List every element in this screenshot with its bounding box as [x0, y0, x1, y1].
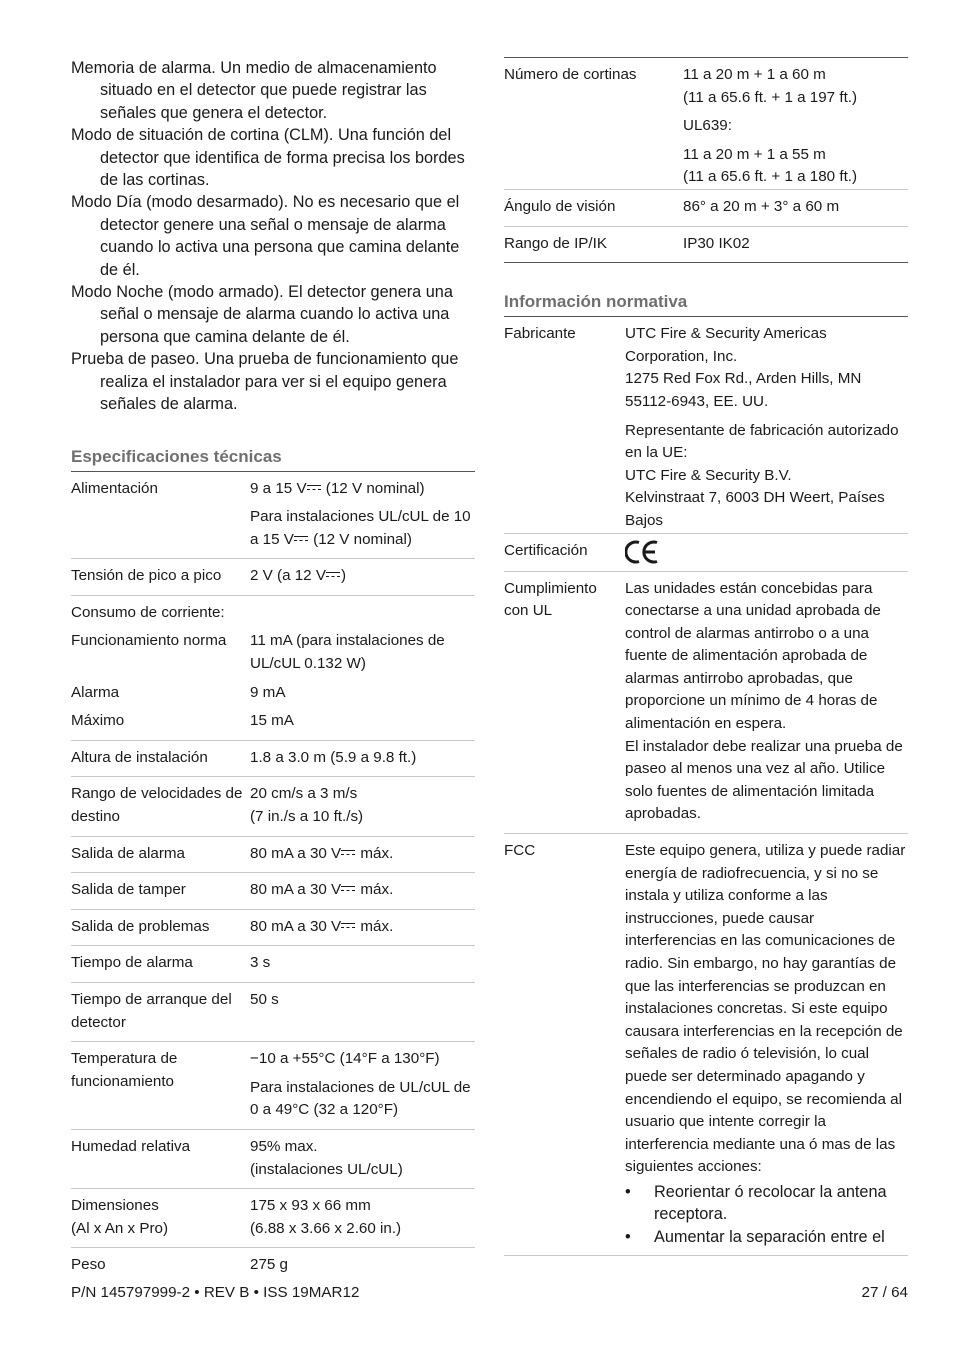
spec-label: Salida de alarma: [71, 836, 250, 873]
spec-label: Temperatura de funcionamiento: [71, 1042, 250, 1130]
table-row: [71, 909, 475, 946]
spec-value-text: (11 a 65.6 ft. + 1 a 197 ft.): [683, 88, 858, 106]
ce-mark-icon: [625, 540, 659, 564]
footer-part-number: P/N 145797999-2 • REV B • ISS 19MAR12: [71, 1284, 360, 1301]
spec-value-text: (instalaciones UL/cUL): [250, 1160, 403, 1178]
dc-symbol-icon: [294, 535, 308, 543]
spec-value: [250, 1042, 475, 1130]
specs-table-continued: [504, 58, 908, 263]
spec-value: 11 mA (para instalaciones de UL/cUL 0.132 W): [250, 632, 445, 673]
table-row: [504, 533, 908, 571]
left-column: [71, 57, 475, 1277]
spec-value-text: 80 mA a 30 V: [250, 881, 342, 899]
spec-value: [250, 500, 475, 559]
glossary-item: Prueba de paseo. Una prueba de funcionamiento que realiza el instalador para ver si el equipo genera señales de alarma.: [71, 350, 459, 414]
spec-label-text: (Al x An x Pro): [71, 1219, 169, 1237]
spec-label: Tiempo de alarma: [71, 946, 250, 983]
spec-value: [250, 909, 475, 946]
spec-value: [625, 834, 908, 1256]
glossary-item: Modo de situación de cortina (CLM). Una función del detector que identifica de forma precisa los bordes de las cortinas.: [71, 126, 465, 190]
glossary-item: Modo Noche (modo armado). El detector genera una señal o mensaje de alarma cuando lo activa una persona que camina delante de él.: [71, 283, 453, 346]
list-item: • Reorientar ó recolocar la antena receptora.: [625, 1181, 908, 1226]
spec-label: Altura de instalación: [71, 740, 250, 777]
spec-label: Certificación: [504, 533, 625, 571]
spec-value: 9 mA: [250, 683, 286, 701]
spec-value: IP30 IK02: [683, 226, 908, 263]
dc-symbol-icon: [341, 849, 355, 857]
spec-label: Tiempo de arranque del detector: [71, 983, 250, 1042]
dc-symbol-icon: [341, 922, 355, 930]
spec-label: Rango de IP/IK: [504, 226, 683, 263]
table-row: [71, 1189, 475, 1248]
table-row: [71, 624, 475, 675]
spec-value: 275 g: [250, 1256, 289, 1274]
spec-value: [250, 472, 475, 501]
spec-value-text: 9 a 15 V: [250, 479, 307, 497]
table-row: [71, 873, 475, 910]
list-item: • Aumentar la separación entre el: [625, 1226, 908, 1248]
spec-value-text: máx.: [356, 881, 394, 899]
spec-value-text: 80 mA a 30 V: [250, 917, 342, 935]
table-row: [71, 472, 475, 501]
dc-symbol-icon: [307, 484, 321, 492]
glossary: [71, 57, 475, 416]
section-title-regulatory: Información normativa: [504, 291, 908, 317]
spec-label: Funcionamiento norma: [71, 632, 227, 650]
fcc-bullet-list: [625, 1181, 908, 1248]
spec-value: 1.8 a 3.0 m (5.9 a 9.8 ft.): [250, 740, 475, 777]
spec-label: Alimentación: [71, 479, 158, 497]
spec-label-text: Dimensiones: [71, 1197, 159, 1215]
spec-value-text: máx.: [356, 917, 394, 935]
table-row: [71, 1042, 475, 1130]
spec-label: Número de cortinas: [504, 66, 637, 83]
spec-value-text: 11 a 20 m + 1 a 60 m: [683, 66, 826, 83]
spec-label: Humedad relativa: [71, 1129, 250, 1188]
spec-value: 50 s: [250, 983, 475, 1042]
spec-value-text: 80 mA a 30 V: [250, 844, 342, 862]
spec-value: Las unidades están concebidas para conectarse a una unidad aprobada de control de alarmas antirrobo o a una fuente de alimentación aprobada de alarmas antirrobo aprobadas, que proporcione un mínimo de 4 horas de alimentación en espera. El instalador debe realizar una prueba de paseo al menos una vez al año. Utilice solo fuentes de alimentación limitada aprobadas.: [625, 571, 908, 834]
spec-value-text: 175 x 93 x 66 mm: [250, 1197, 371, 1215]
spec-value-text: Este equipo genera, utiliza y puede radiar energía de radiofrecuencia, y si no se instala y utiliza conforme a las instrucciones, puede causar interferencias en las comunicaciones de radio. Sin embargo, no hay garantías de que las interferencias se produzcan en instalaciones concretas. Si este equipo causara interferencias en la recepción de señales de radio ó televisión, lo cual puede ser determinado apagando y encendiendo el equipo, se recomienda al usuario que intente corregir la interferencia mediante una ó mas de las siguientes acciones:: [625, 842, 906, 1176]
regulatory-table: [504, 317, 908, 1256]
spec-value-text: UL639:: [683, 117, 732, 135]
spec-value-text: (11 a 65.6 ft. + 1 a 180 ft.): [683, 168, 858, 186]
spec-label: Salida de tamper: [71, 873, 250, 910]
spec-value: [683, 58, 908, 189]
table-row: [71, 777, 475, 836]
dc-symbol-icon: [341, 885, 355, 893]
spec-value: [625, 533, 908, 571]
spec-value-text: −10 a +55°C (14°F a 130°F): [250, 1050, 440, 1068]
spec-value-text: (12 V nominal): [308, 530, 412, 548]
spec-value-text: Representante de fabricación autorizado en la UE: UTC Fire & Security B.V. Kelvinstraat 7, 6003 DH Weert, Países Bajos: [625, 421, 899, 529]
dc-symbol-icon: [326, 571, 340, 579]
table-row: [504, 58, 908, 189]
spec-value-text: Para instalaciones de UL/cUL de 0 a 49°C (32 a 120°F): [250, 1078, 471, 1119]
spec-label: Consumo de corriente:: [71, 603, 225, 621]
spec-label: Salida de problemas: [71, 909, 250, 946]
footer-page-number: 27 / 64: [861, 1284, 908, 1301]
table-row: [71, 704, 475, 740]
spec-value-text: (7 in./s a 10 ft./s): [250, 808, 364, 826]
table-row: [504, 834, 908, 1256]
spec-label: [71, 1189, 250, 1248]
spec-label: Cumplimiento con UL: [504, 571, 625, 834]
spec-value: 15 mA: [250, 704, 475, 740]
table-row: [71, 836, 475, 873]
table-row: [71, 500, 475, 559]
table-row: [71, 983, 475, 1042]
spec-value: [250, 777, 475, 836]
spec-value: [250, 873, 475, 910]
specs-table: [71, 472, 475, 1277]
table-row: [71, 559, 475, 596]
spec-value: 86° a 20 m + 3° a 60 m: [683, 189, 908, 226]
spec-label: Máximo: [71, 704, 250, 740]
table-row: [71, 1248, 475, 1277]
spec-label: Alarma: [71, 683, 120, 701]
spec-value-text: Para instalaciones UL/cUL de 10 a 15 V: [250, 508, 471, 548]
section-title-specs: Especificaciones técnicas: [71, 446, 475, 472]
table-row: [504, 226, 908, 263]
glossary-item: Memoria de alarma. Un medio de almacenamiento situado en el detector que puede registrar las señales que genera el detector.: [71, 59, 437, 122]
spec-value: [250, 1189, 475, 1248]
table-row: [71, 740, 475, 777]
table-row: [71, 595, 475, 624]
spec-value-text: 11 a 20 m + 1 a 55 m: [683, 145, 826, 163]
spec-label: Rango de velocidades de destino: [71, 777, 250, 836]
spec-value: [250, 1129, 475, 1188]
spec-value-text: (6.88 x 3.66 x 2.60 in.): [250, 1219, 402, 1237]
spec-value-text: 95% max.: [250, 1137, 318, 1155]
spec-label: FCC: [504, 834, 625, 1256]
table-row: [71, 946, 475, 983]
table-row: [71, 1129, 475, 1188]
spec-label: Peso: [71, 1256, 106, 1274]
spec-value-text: 2 V (a 12 V: [250, 567, 326, 585]
table-row: [504, 189, 908, 226]
table-row: [71, 676, 475, 705]
table-row: [504, 571, 908, 834]
spec-value: [250, 836, 475, 873]
spec-value: [250, 559, 475, 596]
spec-label: Fabricante: [504, 325, 576, 343]
glossary-item: Modo Día (modo desarmado). No es necesario que el detector genere una señal o mensaje de alarma cuando lo activa una persona que camina delante de él.: [71, 193, 460, 279]
table-row: [504, 317, 908, 532]
spec-value-text: máx.: [356, 844, 394, 862]
spec-label: Tensión de pico a pico: [71, 559, 250, 596]
spec-value-text: 20 cm/s a 3 m/s: [250, 785, 358, 803]
spec-value-text: (12 V nominal): [321, 479, 425, 497]
right-column: [504, 57, 908, 1256]
spec-label: Ángulo de visión: [504, 189, 683, 226]
spec-value: 3 s: [250, 946, 475, 983]
spec-value: [625, 317, 908, 532]
spec-value-text: ): [340, 567, 347, 585]
spec-value-text: UTC Fire & Security Americas Corporation, Inc. 1275 Red Fox Rd., Arden Hills, MN 55112-6943, EE. UU.: [625, 325, 862, 410]
